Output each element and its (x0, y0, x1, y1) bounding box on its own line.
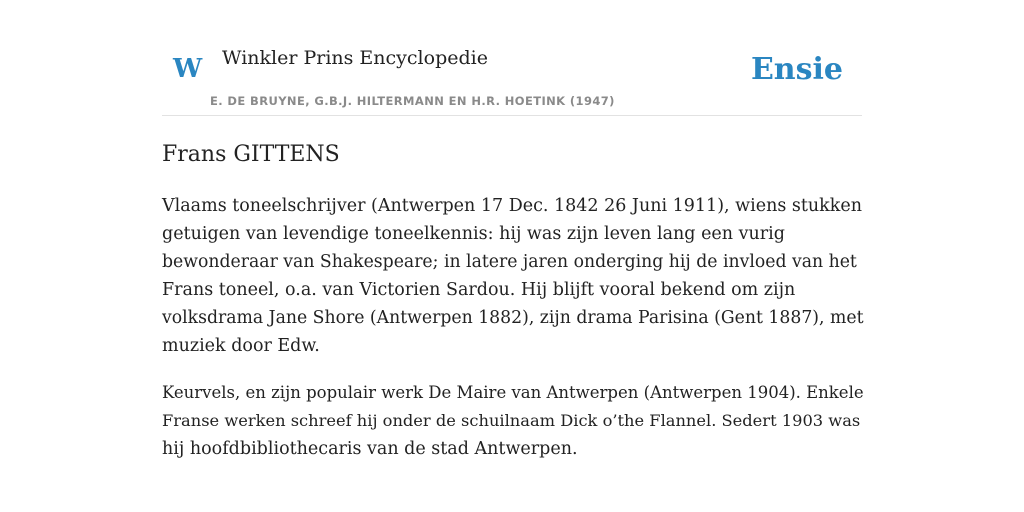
paragraph-line: Frans toneel, o.a. van Victorien Sardou. Hij blijft vooral bekend om zijn (162, 280, 796, 300)
paragraph-line: Vlaams toneelschrijver (Antwerpen 17 Dec. 1842 26 Juni 1911), wiens stukken (162, 196, 863, 216)
article-paragraph-2 (162, 379, 866, 463)
encyclopedia-authors: E. DE BRUYNE, G.B.J. HILTERMANN EN H.R. HOETINK (1947) (210, 94, 615, 108)
article-paragraph-1 (162, 192, 866, 360)
paragraph-line: muziek door Edw. (162, 336, 320, 356)
paragraph-line: getuigen van levendige toneelkennis: hij was zijn leven lang een vurig (162, 224, 785, 244)
paragraph-line: Keurvels, en zijn populair werk De Maire van Antwerpen (Antwerpen 1904). Enkele (162, 383, 864, 402)
paragraph-line: hij hoofdbibliothecaris van de stad Antwerpen. (162, 439, 578, 459)
winkler-prins-logo[interactable]: W (173, 54, 203, 84)
encyclopedia-title[interactable]: Winkler Prins Encyclopedie (222, 47, 488, 69)
article-title: Frans GITTENS (162, 142, 340, 167)
page (162, 0, 862, 512)
paragraph-line: Franse werken schreef hij onder de schuilnaam Dick o’the Flannel. Sedert 1903 was (162, 411, 861, 430)
site-header (162, 0, 862, 116)
paragraph-line: volksdrama Jane Shore (Antwerpen 1882), zijn drama Parisina (Gent 1887), met (162, 308, 864, 328)
ensie-logo-link[interactable]: Ensie (750, 52, 843, 87)
paragraph-line: bewonderaar van Shakespeare; in latere jaren onderging hij de invloed van het (162, 252, 857, 272)
